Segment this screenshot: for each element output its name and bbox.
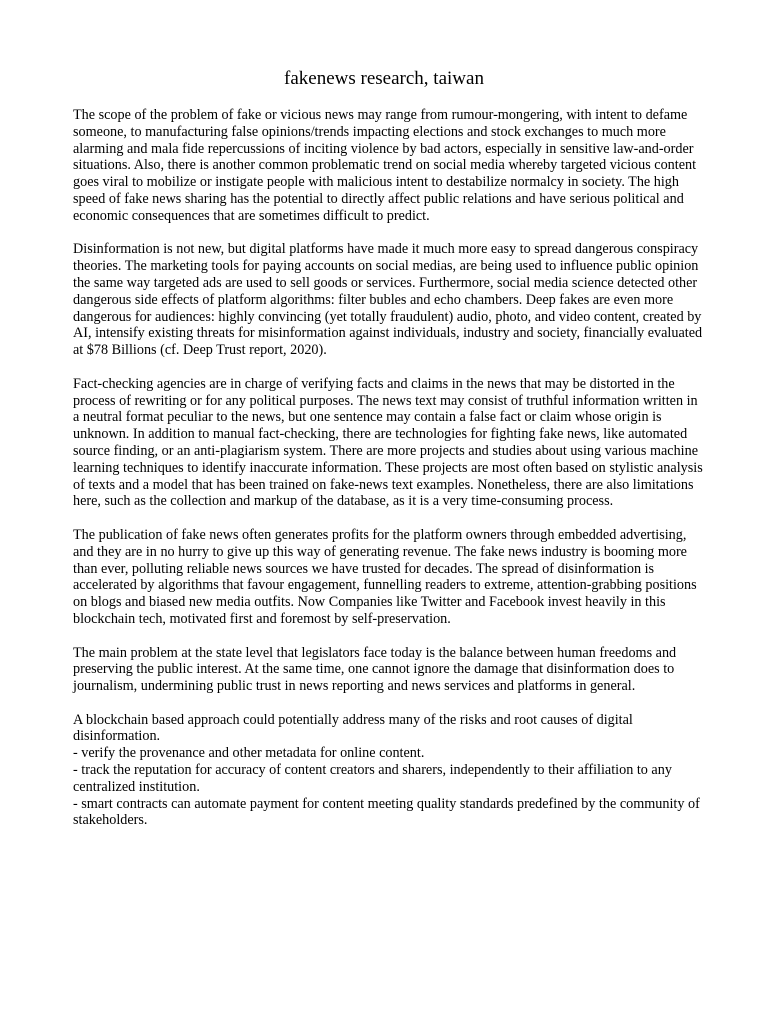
blockchain-intro: A blockchain based approach could potentially address many of the risks and root causes of digital disinformation. [73,711,633,745]
paragraph-scope: The scope of the problem of fake or vicious news may range from rumour-mongering, with intent to defame someone, to manufacturing false opinions/trends impacting elections and stock exchanges to much more alarming and mala fide repercussions of inciting violence by bad actors, especially in sensitive law-and-order situations. Also, there is another common problematic trend on social media whereby targeted vicious content goes viral to mobilize or instigate people with malicious intent to destabilize normalcy in society. The high speed of fake news sharing has the potential to directly affect public relations and have serious political and economic consequences that are sometimes difficult to predict. [73,107,697,224]
paragraph-publication: The publication of fake news often generates profits for the platform owners through embedded advertising, and they are in no hurry to give up this way of generating revenue. The fake news industry is booming more than ever, polluting reliable news sources we have trusted for decades. The spread of disinformation is accelerated by algorithms that favour engagement, funnelling readers to extreme, attention-grabbing positions on blogs and biased new media outfits. Now Companies like Twitter and Facebook invest heavily in this blockchain tech, motivated first and foremost by self-preservation. [73,526,697,627]
document-title: fakenews research, taiwan [284,68,484,89]
paragraph-state-level: The main problem at the state level that legislators face today is the balance between human freedoms and preserving the public interest. At the same time, one cannot ignore the damage that disinformation does to journalism, undermining public trust in news reporting and news services and platforms in general. [73,644,677,695]
bullet-provenance: - verify the provenance and other metadata for online content. [73,745,425,762]
bullet-reputation: - track the reputation for accuracy of content creators and sharers, independently to their affiliation to any centralized institution. [73,762,672,795]
paragraph-blockchain [73,712,705,830]
paragraph-disinformation: Disinformation is not new, but digital platforms have made it much more easy to spread dangerous conspiracy theories. The marketing tools for paying accounts on social medias, are being used to influence public opinion the same way targeted ads are used to sell goods or services. Furthermore, social media science detected other dangerous side effects of platform algorithms: filter bubles and echo chambers. Deep fakes are even more dangerous for audiences: highly convincing (yet totally fraudulent) audio, photo, and video content, created by AI, intensify existing threats for misinformation against individuals, industry and society, financially evaluated at $78 Billions (cf. Deep Trust report, 2020). [73,241,703,359]
paragraph-fact-checking: Fact-checking agencies are in charge of verifying facts and claims in the news that may be distorted in the process of rewriting or for any political purposes. The news text may consist of truthful information written in a neutral format peculiar to the news, but one sentence may contain a false fact or claim whose origin is unknown. In addition to manual fact-checking, there are technologies for fighting fake news, like automated source finding, or an anti-plagiarism system. There are more projects and studies about using various machine learning techniques to identify inaccurate information. These projects are most often based on stylistic analysis of texts and a model that has been trained on fake-news text examples. Nonetheless, there are also limitations here, such as the collection and markup of the database, as it is a very time-consuming process. [73,375,703,510]
bullet-smart-contracts: - smart contracts can automate payment for content meeting quality standards predefined by the community of stakeholders. [73,795,700,829]
document-body [73,107,705,829]
